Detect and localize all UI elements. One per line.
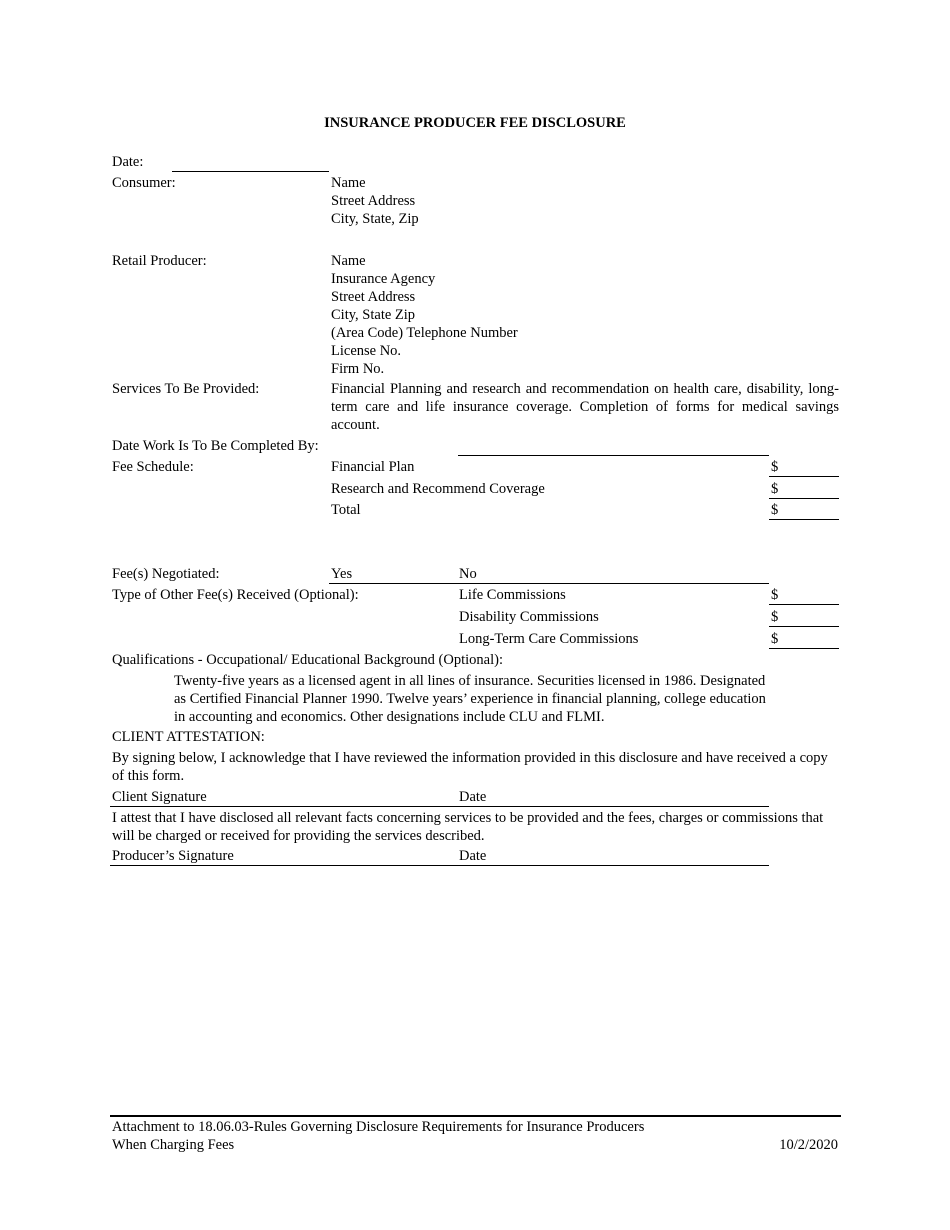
fee-schedule-label: Fee Schedule: <box>112 459 194 475</box>
other-fees-label: Type of Other Fee(s) Received (Optional): <box>112 587 359 603</box>
consumer-city: City, State, Zip <box>331 211 419 227</box>
qualifications-line-2: as Certified Financial Planner 1990. Twelve years’ experience in financial planning, college education <box>174 691 766 707</box>
fees-negotiated-no[interactable]: No <box>459 566 477 582</box>
qualifications-label: Qualifications - Occupational/ Educational Background (Optional): <box>112 652 503 668</box>
client-signature-label: Client Signature <box>112 789 207 805</box>
fee-total-amount[interactable] <box>769 519 839 520</box>
producer-signature-label: Producer’s Signature <box>112 848 234 864</box>
producer-city: City, State Zip <box>331 307 416 323</box>
fees-negotiated-label: Fee(s) Negotiated: <box>112 566 220 582</box>
fee-research-amount[interactable] <box>769 498 839 499</box>
date-work-label: Date Work Is To Be Completed By: <box>112 438 319 454</box>
date-work-field-line[interactable] <box>458 455 769 456</box>
fee-research-currency: $ <box>771 481 779 497</box>
other-fee-ltc: Long-Term Care Commissions <box>459 631 639 647</box>
producer-street: Street Address <box>331 289 416 305</box>
other-fee-disability: Disability Commissions <box>459 609 599 625</box>
fee-total: Total <box>331 502 361 518</box>
other-fee-ltc-amount[interactable] <box>769 648 839 649</box>
producer-agency: Insurance Agency <box>331 271 436 287</box>
other-fee-disability-amount[interactable] <box>769 626 839 627</box>
client-signature-line[interactable] <box>110 806 769 807</box>
services-label: Services To Be Provided: <box>112 381 260 397</box>
producer-date-label: Date <box>459 848 487 864</box>
producer-signature-line[interactable] <box>110 865 769 866</box>
page-title: INSURANCE PRODUCER FEE DISCLOSURE <box>324 115 626 131</box>
other-fee-disability-currency: $ <box>771 609 779 625</box>
footer-attachment-line-2: When Charging Fees <box>112 1137 235 1153</box>
fee-financial-plan-currency: $ <box>771 459 779 475</box>
services-text: Financial Planning and research and recommendation on health care, disability, long-term care and life insurance coverage. Completion of forms for medical savings account. <box>331 381 839 433</box>
footer-rule <box>110 1115 841 1117</box>
other-fee-life: Life Commissions <box>459 587 566 603</box>
fee-research: Research and Recommend Coverage <box>331 481 545 497</box>
client-attestation-heading: CLIENT ATTESTATION: <box>112 729 265 745</box>
client-date-label: Date <box>459 789 487 805</box>
fee-financial-plan-amount[interactable] <box>769 476 839 477</box>
consumer-name: Name <box>331 175 366 191</box>
fees-negotiated-line <box>329 583 769 584</box>
other-fee-ltc-currency: $ <box>771 631 779 647</box>
other-fee-life-currency: $ <box>771 587 779 603</box>
consumer-label: Consumer: <box>112 175 176 191</box>
fee-total-currency: $ <box>771 502 779 518</box>
other-fee-life-amount[interactable] <box>769 604 839 605</box>
producer-name: Name <box>331 253 366 269</box>
footer-date: 10/2/2020 <box>779 1137 838 1153</box>
client-attestation-text: By signing below, I acknowledge that I have reviewed the information provided in this disclosure and have received a copy of this form. <box>112 750 828 784</box>
retail-producer-label: Retail Producer: <box>112 253 207 269</box>
qualifications-line-1: Twenty-five years as a licensed agent in all lines of insurance. Securities licensed in 1986. Designated <box>174 673 766 689</box>
footer-attachment-line-1: Attachment to 18.06.03-Rules Governing Disclosure Requirements for Insurance Producers <box>112 1119 645 1135</box>
qualifications-line-3: in accounting and economics. Other designations include CLU and FLMI. <box>174 709 605 725</box>
producer-phone: (Area Code) Telephone Number <box>331 325 518 341</box>
date-label: Date: <box>112 154 144 170</box>
date-field-line[interactable] <box>172 171 329 172</box>
producer-attestation-text: I attest that I have disclosed all relevant facts concerning services to be provided and the fees, charges or commissions that will be charged or received for providing the services described. <box>112 810 824 844</box>
producer-license: License No. <box>331 343 402 359</box>
producer-firm: Firm No. <box>331 361 385 377</box>
fees-negotiated-yes[interactable]: Yes <box>331 566 353 582</box>
fee-financial-plan: Financial Plan <box>331 459 415 475</box>
consumer-street: Street Address <box>331 193 416 209</box>
